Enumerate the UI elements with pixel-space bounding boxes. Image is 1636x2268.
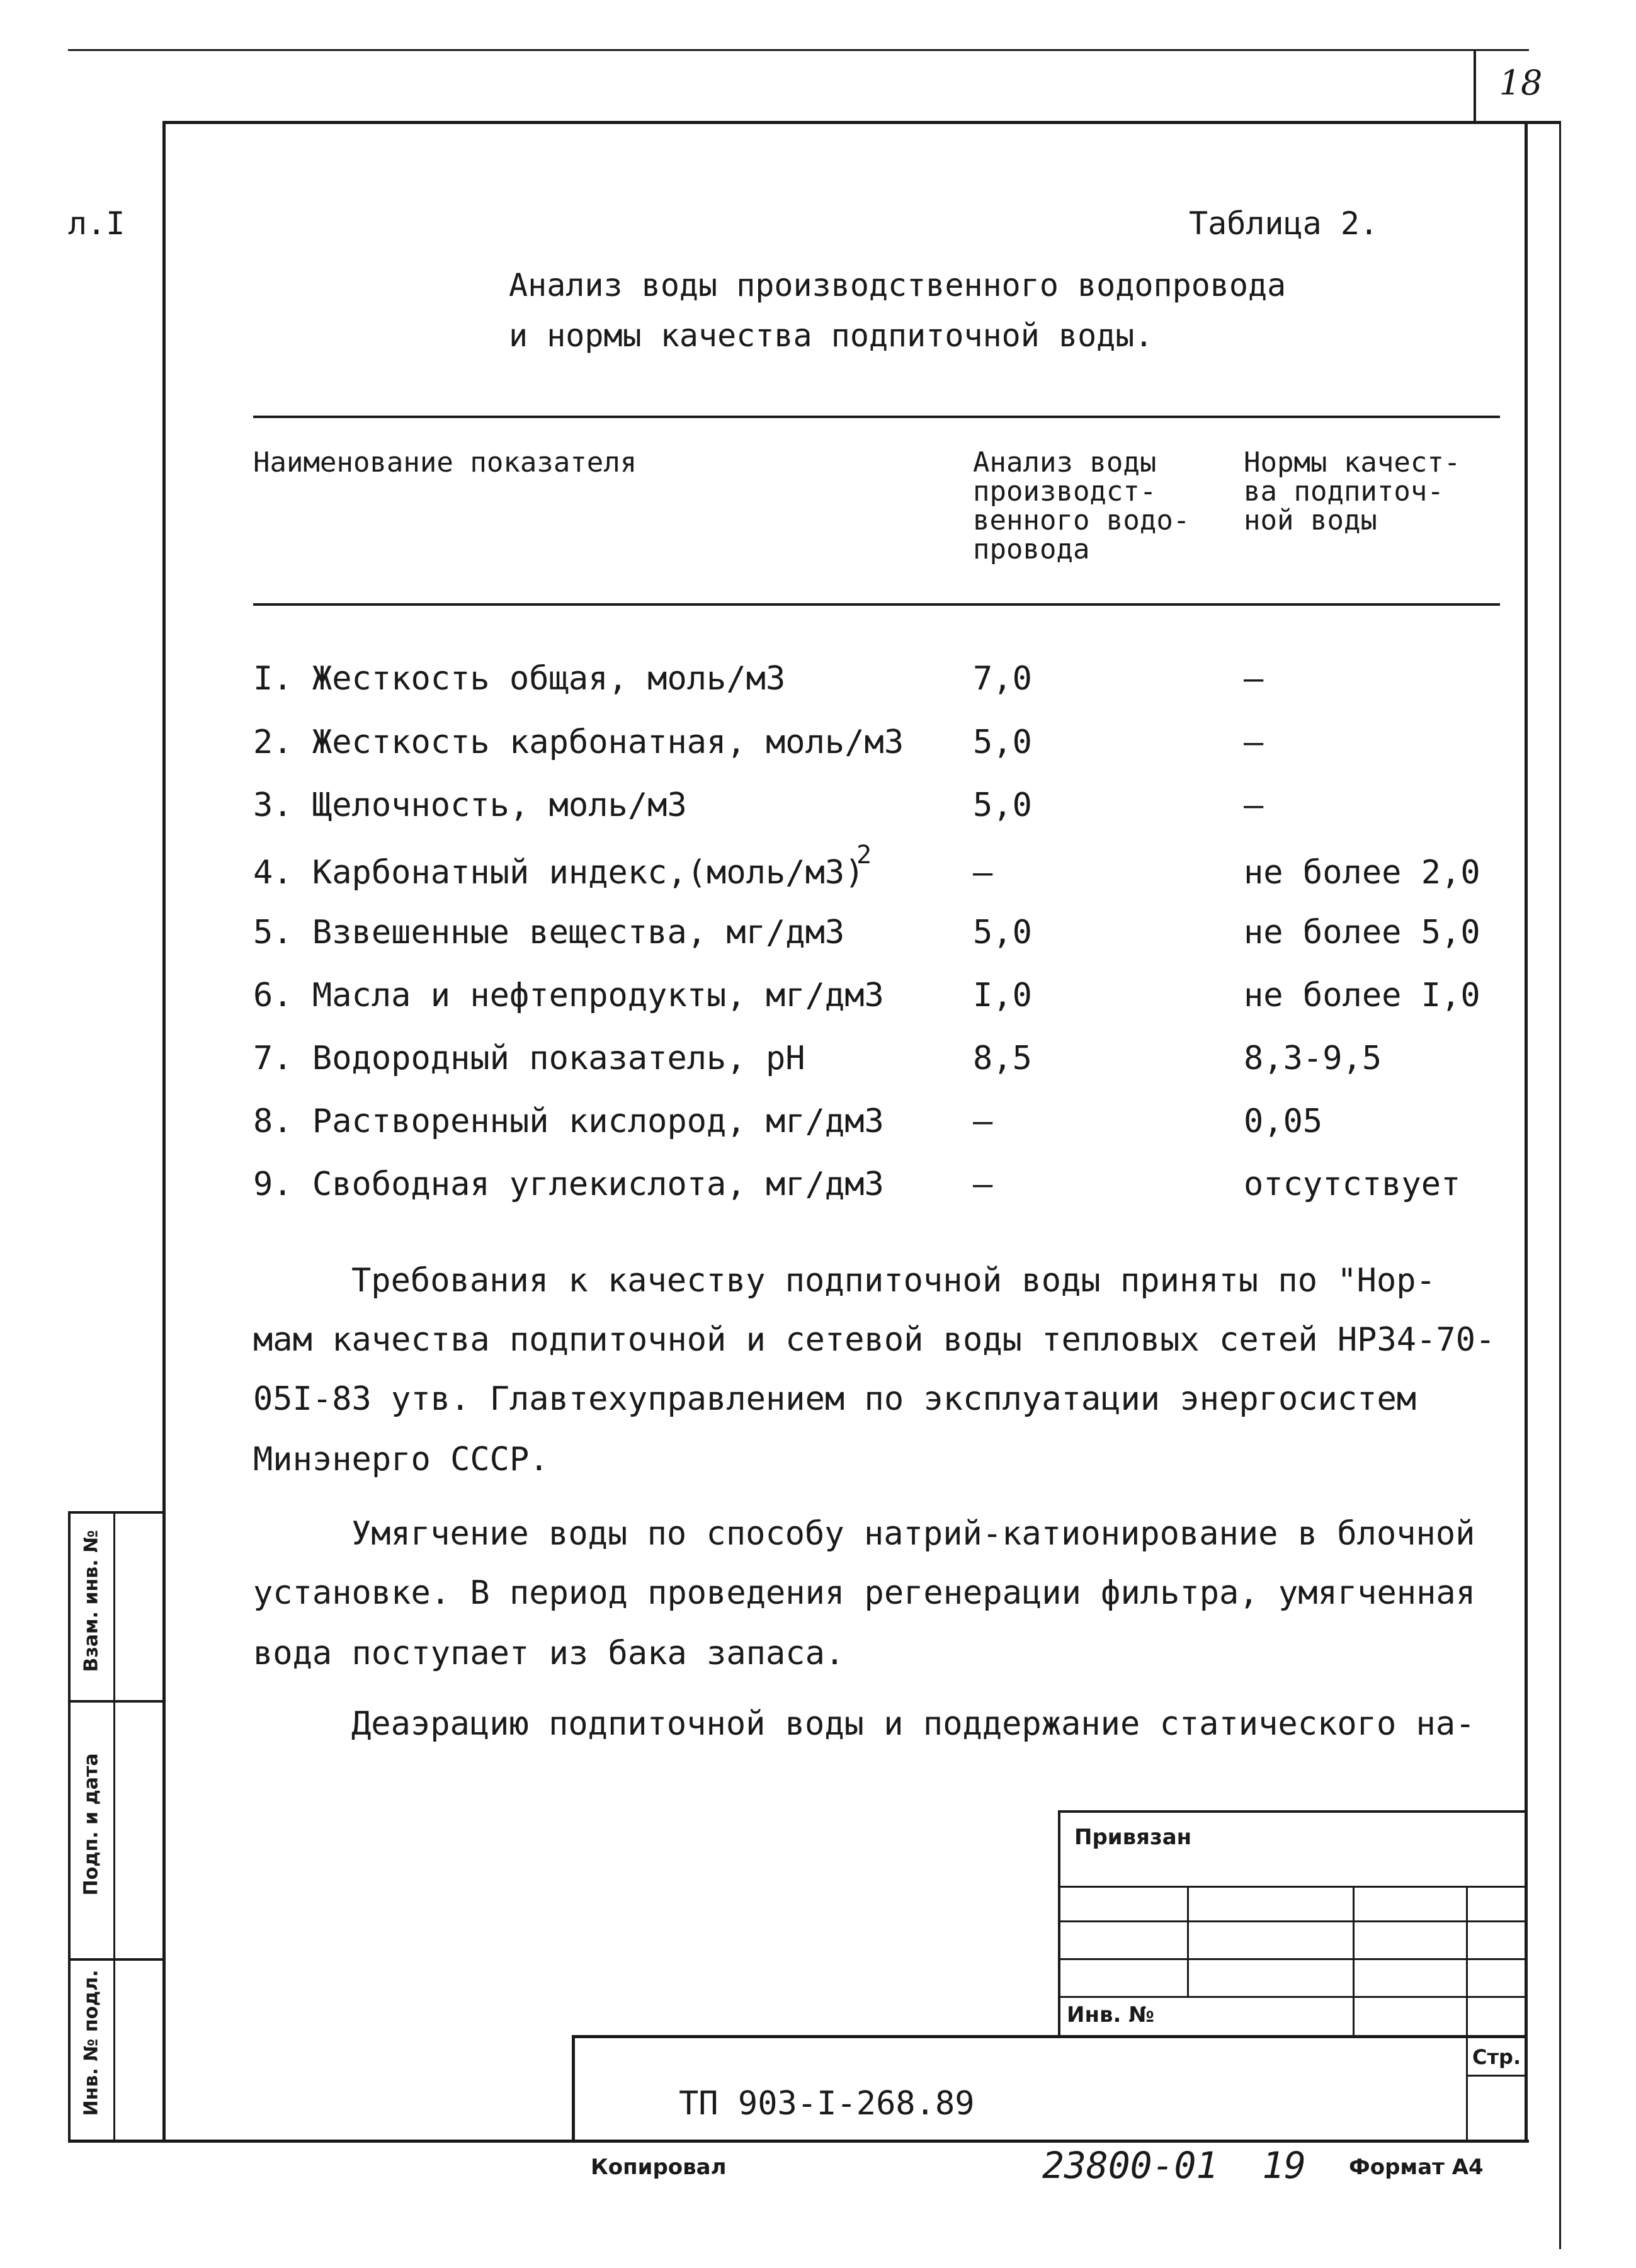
- stamp-grid-v3: [1466, 1886, 1468, 2141]
- stamp-main-top: [572, 2035, 1527, 2038]
- row-name: 7. Водородный показатель, pH: [253, 1040, 805, 1077]
- paragraph-1-line-3: 05I-83 утв. Главтехуправлением по эксплуатации энергосистем: [253, 1380, 1417, 1418]
- frame-top: [162, 121, 1560, 124]
- side-box-div-1: [68, 1700, 164, 1703]
- stamp-privyazan-label: Привязан: [1074, 1825, 1192, 1850]
- row-name: I. Жесткость общая, моль/м3: [253, 660, 786, 698]
- row-norm: не более 2,0: [1244, 854, 1480, 892]
- paragraph-1-line-4: Минэнерго СССР.: [253, 1441, 549, 1478]
- stamp-doc-code: ТП 903-I-268.89: [679, 2085, 975, 2123]
- row-norm: не более I,0: [1244, 977, 1480, 1014]
- title-line-2: и нормы качества подпиточной воды.: [509, 317, 1154, 354]
- row-analysis: –: [973, 1103, 993, 1140]
- paragraph-2-line-1: Умягчение воды по способу натрий-катионирование в блочной: [351, 1515, 1475, 1553]
- footer-kopiroval: Копировал: [591, 2155, 727, 2180]
- stamp-main-left: [572, 2035, 575, 2142]
- title-line-1: Анализ воды производственного водопровода: [509, 267, 1287, 303]
- stamp-str-div: [1466, 2075, 1527, 2077]
- paragraph-2-line-2: установке. В период проведения регенерации фильтра, умягченная: [253, 1574, 1476, 1612]
- frame-right: [1525, 121, 1528, 2142]
- stamp-inv-no-label: Инв. №: [1067, 2002, 1155, 2027]
- row-name: 4. Карбонатный индекс,(моль/м3): [253, 854, 865, 892]
- side-label-podp-data: Подп. и дата: [80, 1753, 103, 1896]
- row-norm: –: [1244, 723, 1264, 761]
- stamp-grid-h3: [1058, 1958, 1527, 1960]
- top-rule: [68, 49, 1529, 51]
- column-header-analysis: Анализ воды производст- венного водо- провода: [973, 446, 1190, 565]
- footer-format: Формат А4: [1349, 2155, 1484, 2180]
- row-norm: 0,05: [1244, 1103, 1323, 1140]
- table-top-rule: [253, 416, 1500, 418]
- side-label-inv-podl: Инв. № подл.: [80, 1970, 103, 2116]
- row-name: 3. Щелочность, моль/м3: [253, 786, 687, 824]
- side-box-div-2: [68, 1958, 164, 1961]
- row-analysis: 5,0: [973, 914, 1032, 951]
- paragraph-2-line-3: вода поступает из бака запаса.: [253, 1635, 845, 1672]
- side-box-left: [68, 1511, 71, 2141]
- row-analysis: 5,0: [973, 723, 1032, 761]
- stamp-grid-h4: [1058, 1996, 1527, 1998]
- side-box-top: [68, 1511, 164, 1514]
- stamp-grid-v2: [1353, 1886, 1355, 2037]
- frame-bottom: [68, 2140, 1529, 2143]
- row-analysis: 7,0: [973, 660, 1032, 698]
- side-label-vzam-inv: Взам. инв. №: [80, 1529, 103, 1672]
- paragraph-1-line-1: Требования к качеству подпиточной воды приняты по "Нор-: [351, 1262, 1436, 1300]
- table-caption: Таблица 2.: [1189, 205, 1379, 242]
- row-norm: отсутствует: [1244, 1165, 1461, 1203]
- outer-right-rule: [1559, 121, 1561, 2249]
- footer-number: 23800-01 19: [1042, 2144, 1307, 2187]
- row-name: 2. Жесткость карбонатная, моль/м3: [253, 723, 904, 761]
- frame-left: [162, 121, 166, 2142]
- table-header-rule: [253, 603, 1500, 606]
- page-box-left: [1474, 49, 1476, 122]
- stamp-privyazan-top: [1058, 1810, 1527, 1813]
- stamp-privyazan-left: [1058, 1810, 1060, 2037]
- row-norm: –: [1244, 786, 1264, 824]
- paragraph-3-line-1: Деаэрацию подпиточной воды и поддержание статического на-: [351, 1705, 1475, 1743]
- stamp-str-label: Стр.: [1472, 2045, 1521, 2069]
- row-name: 5. Взвешенные вещества, мг/дм3: [253, 914, 845, 951]
- column-header-norms: Нормы качест- ва подпиточ- ной воды: [1244, 446, 1461, 536]
- row-name: 8. Растворенный кислород, мг/дм3: [253, 1103, 884, 1140]
- row-norm: –: [1244, 660, 1264, 698]
- side-box-inner: [113, 1511, 115, 2141]
- row-norm: не более 5,0: [1244, 914, 1480, 951]
- page-number: 18: [1499, 63, 1543, 103]
- stamp-grid-v1: [1187, 1886, 1189, 1998]
- paragraph-1-line-2: мам качества подпиточной и сетевой воды тепловых сетей НР34-70-: [253, 1321, 1496, 1359]
- row-analysis: I,0: [973, 977, 1032, 1014]
- stamp-grid-h2: [1058, 1920, 1527, 1922]
- row-name: 6. Масла и нефтепродукты, мг/дм3: [253, 977, 884, 1014]
- row-analysis: –: [973, 854, 993, 892]
- row-analysis: 8,5: [973, 1040, 1032, 1077]
- row-superscript: 2: [856, 841, 872, 870]
- stamp-grid-h1: [1058, 1886, 1527, 1888]
- row-norm: 8,3-9,5: [1244, 1040, 1382, 1077]
- row-name: 9. Свободная углекислота, мг/дм3: [253, 1165, 884, 1203]
- row-analysis: –: [973, 1165, 993, 1203]
- row-analysis: 5,0: [973, 786, 1032, 824]
- column-header-name: Наименование показателя: [253, 446, 637, 479]
- left-margin-mark: л.I: [68, 205, 125, 242]
